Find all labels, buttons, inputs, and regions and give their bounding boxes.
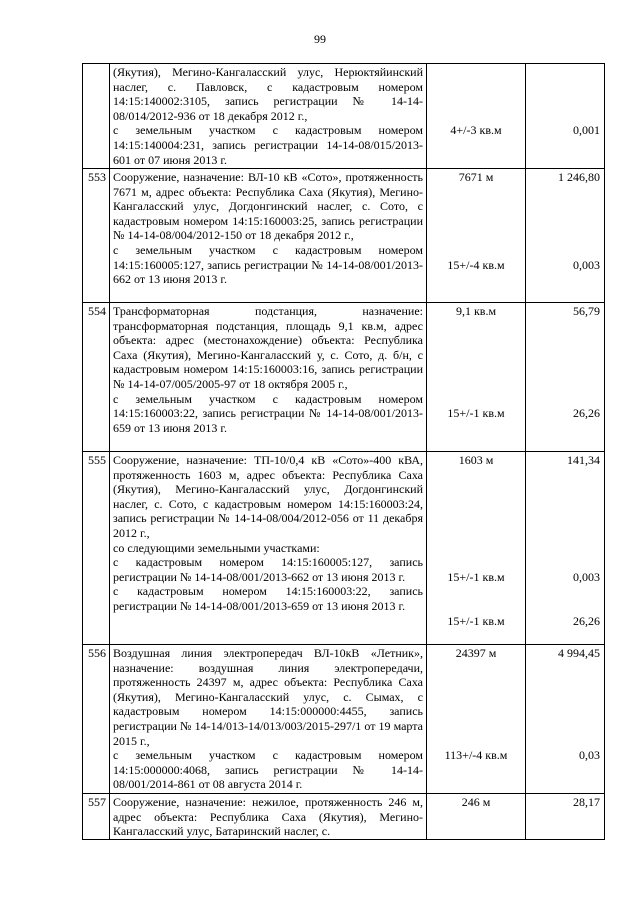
row-area — [427, 169, 526, 303]
row-value — [526, 64, 605, 169]
description-part: со следующими земельными участками: — [113, 540, 320, 555]
description-part: Сооружение, назначение: нежилое, протяженность 246 м, адрес объекта: Республика Саха (Якутия), Мегино-Кангаласский улус, Батаринский наслег, с. — [113, 795, 423, 839]
row-area — [427, 645, 526, 794]
cost-value: 26,26 — [573, 406, 600, 420]
row-description — [110, 645, 427, 794]
row-value — [526, 452, 605, 645]
row-description — [110, 303, 427, 452]
area-value: 15+/-1 кв.м — [447, 570, 505, 584]
page-number: 99 — [314, 32, 326, 46]
row-area — [427, 452, 526, 645]
row-area — [427, 794, 526, 840]
cost-value: 0,001 — [573, 123, 600, 137]
table-row — [83, 645, 605, 794]
cost-value — [529, 65, 600, 123]
row-number: 553 — [83, 169, 110, 303]
description-part: Воздушная линия электропередач ВЛ-10кВ «Летник», назначение: воздушная линия электропередачи, протяженность 24397 м, адрес объекта: Республика Саха (Якутия), Мегино-Кангаласский улус, с. Сымах, с кадастровым номером 14:15:000000:4455, запись регистрации № 14-14/013-14/013/003/2015-297/1 от 19 марта 2015 г., — [113, 646, 423, 748]
area-value: 15+/-1 кв.м — [447, 614, 505, 628]
area-value: 113+/-4 кв.м — [444, 748, 508, 762]
area-value — [430, 555, 522, 570]
area-value: 15+/-1 кв.м — [447, 406, 505, 420]
description-part: Трансформаторная подстанция, назначение: трансформаторная подстанция, площадь 9,1 кв.м, адрес объекта: адрес (местонахождение) объекта: Республика Саха (Якутия), Мегино-Кангаласский у, с. Сото, д. б/н, с кадастровым номером 14:15:160003:16, запись регистрации № 14-14-07/005/2005-97 от 18 октября 2005 г., — [113, 304, 423, 391]
cost-value: 0,003 — [573, 570, 600, 584]
row-value — [526, 169, 605, 303]
table-row — [83, 64, 605, 169]
description-part: Сооружение, назначение: ВЛ-10 кВ «Сото», протяженность 7671 м, адрес объекта: Республика Саха (Якутия), Мегино-Кангаласский улус, Догдонгинский наслег, с. Сото, с кадастровым номером 14:15:160003:25, запись регистрации № 14-14-08/004/2012-150 от 18 декабря 2012 г., — [113, 170, 423, 243]
row-area — [427, 64, 526, 169]
row-number: 554 — [83, 303, 110, 452]
area-value: 4+/-3 кв.м — [450, 123, 502, 137]
description-part: с земельным участком с кадастровым номером 14:15:140004:231, запись регистрации 14-14-08/015/2013-601 от 07 июня 2013 г. — [113, 123, 423, 167]
cost-value: 0,003 — [573, 258, 600, 272]
row-description — [110, 452, 427, 645]
cost-value — [529, 555, 600, 570]
row-number — [83, 64, 110, 169]
description-part: с кадастровым номером 14:15:160005:127, запись регистрации № 14-14-08/001/2013-662 от 13 июня 2013 г. — [113, 555, 423, 584]
description-part: Сооружение, назначение: ТП-10/0,4 кВ «Сото»-400 кВА, протяженность 1603 м, адрес объекта: Республика Саха (Якутия), Мегино-Кангаласский улус, Догдонгинский наслег, с. Сото, с кадастровым номером 14:15:160003:24, запись регистрации № 14-14-08/004/2012-056 от 11 декабря 2012 г., — [113, 453, 423, 540]
table-body — [83, 64, 605, 840]
table-row — [83, 452, 605, 645]
cost-value: 4 994,45 — [558, 646, 600, 660]
row-description — [110, 169, 427, 303]
area-value: 7671 м — [458, 170, 494, 184]
area-value — [430, 65, 522, 123]
description-part: с кадастровым номером 14:15:160003:22, запись регистрации № 14-14-08/001/2013-659 от 13 июня 2013 г. — [113, 584, 423, 613]
area-value: 246 м — [461, 795, 491, 809]
property-table — [82, 63, 605, 840]
table-row — [83, 794, 605, 840]
row-description — [110, 794, 427, 840]
area-value: 1603 м — [458, 453, 494, 467]
row-value — [526, 645, 605, 794]
area-value: 24397 м — [455, 646, 497, 660]
area-value: 9,1 кв.м — [455, 304, 497, 318]
row-area — [427, 303, 526, 452]
row-value — [526, 794, 605, 840]
description-part: (Якутия), Мегино-Кангаласский улус, Нерюктяйинский наслег, с. Павловск, с кадастровым номером 14:15:140002:3105, запись регистрации № 14-14-08/014/2012-936 от 18 декабря 2012 г., — [113, 65, 423, 123]
description-part: с земельным участком с кадастровым номером 14:15:160003:22, запись регистрации № 14-14-08/001/2013-659 от 13 июня 2013 г. — [113, 391, 423, 435]
cost-value: 1 246,80 — [558, 170, 600, 184]
table-row — [83, 169, 605, 303]
cost-value: 56,79 — [573, 304, 600, 318]
row-description — [110, 64, 427, 169]
area-value: 15+/-4 кв.м — [447, 258, 505, 272]
cost-value: 26,26 — [573, 614, 600, 628]
cost-value: 141,34 — [567, 453, 600, 467]
row-value — [526, 303, 605, 452]
row-number: 555 — [83, 452, 110, 645]
row-number: 556 — [83, 645, 110, 794]
description-part: с земельным участком с кадастровым номером 14:15:000000:4068, запись регистрации № 14-14-08/001/2014-861 от 08 августа 2014 г. — [113, 748, 423, 792]
cost-value: 0,03 — [579, 748, 600, 762]
cost-value: 28,17 — [573, 795, 600, 809]
row-number: 557 — [83, 794, 110, 840]
table-row — [83, 303, 605, 452]
description-part: с земельным участком с кадастровым номером 14:15:160005:127, запись регистрации № 14-14-08/001/2013-662 от 13 июня 2013 г. — [113, 242, 423, 287]
